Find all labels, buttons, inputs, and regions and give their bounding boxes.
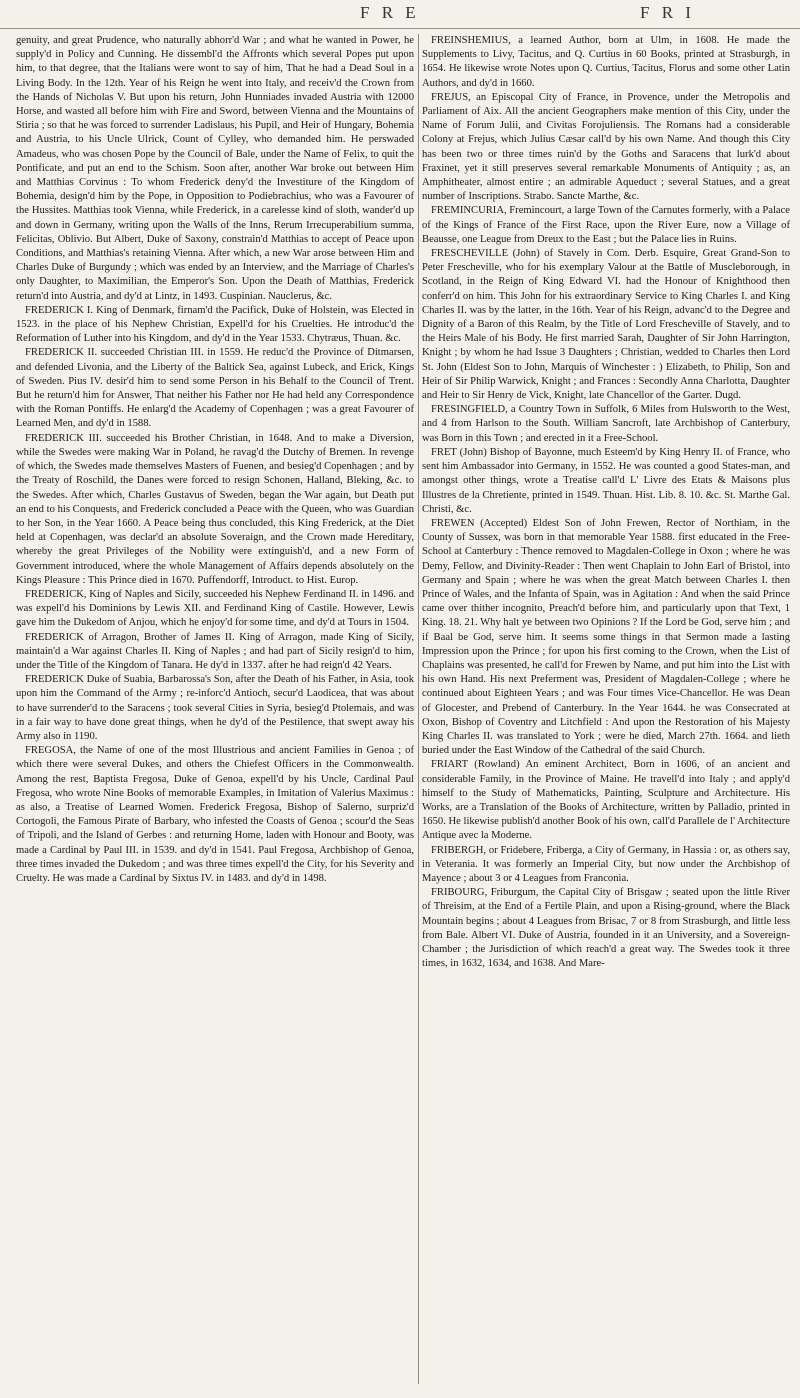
- entry-frewen: FREWEN (Accepted) Eldest Son of John Frewen, Rector of Northiam, in the County of Sussex, was born in that memorable Year 1588. first educated in the Free-School at Canterbury : Thence removed to Magdalen-College in Oxon ; where he was Demy, Fellow, and Divinity-Reader : Then went Chaplain to John Earl of Bristol, into Germany and Spain ; where he was when the great Match between Charles I. then Prince of Wales, and the Infanta of Spain, was in Agitation : And when the said Prince came over thither incognito, Preach'd before him, and particularly upon that Text, 1 King. 18. 21. Why halt ye between two Opinions ? If the Lord be God, serve him ; and if Baal be God, serve him. It seems some things in that Sermon made a lasting Impression upon the Prince ; for upon his first coming to the Crown, when the List of Chaplains was presented, he call'd for Frewen by Name, and put him into the List with his own Hand. His next Preferment was, President of Magdalen-College ; where he continued about Eighteen Years ; and was Four times Vice-Chancellor. He was Dean of Glocester, and Prebend of Canterbury. In the Year 1644. he was Consecrated at Oxon, Bishop of Coventry and Litchfield : And upon the Restoration of his Majesty King Charles II. was translated to York ; were he died, March 27th. 1664. and lieth buried under the East Window of the Cathedral of the said Church.: [422, 517, 790, 757]
- left-column: [16, 34, 414, 1386]
- entry-frederick-iii-denmark: FREDERICK III. succeeded his Brother Christian, in 1648. And to make a Diversion, while the Swedes were making War in Poland, he ravag'd the Dutchy of Bremen. In revenge of which, the Swedes made themselves Masters of Fuenen, and besieg'd Copenhagen ; and by the Treaty of Roschild, the Danes were forced to resign Schonen, Halland, Bleking, &c. to the Swedes. After which, Charles Gustavus of Sweden, began the War again, but Death put an end to his Conquests, and Frederick concluded a Peace with the Queen, who was Guardian to her Son, in the Year 1660. A Peace being thus concluded, this King Frederick, at the Diet held at Copenhagen, was declar'd an absolute Soveraign, and the Crown made Hereditary, whereby the great Privileges of the Nobility were extinguish'd, and a new Form of Government introduced, where the whole Management of Affairs depends absolutely on the Kings Pleasure : This Prince died in 1670. Puffendorff, Introduct. to Hist. Europ.: [16, 432, 414, 586]
- entry-freinshemius: FREINSHEMIUS, a learned Author, born at Ulm, in 1608. He made the Supplements to Livy, Tacitus, and Q. Curtius in 60 Books, printed at Strasburgh, in 1654. He likewise wrote Notes upon Q. Curtius, Tacitus, Florus and some other Latin Authors, and dy'd in 1660.: [422, 35, 790, 89]
- entry-frejus: FREJUS, an Episcopal City of France, in Provence, under the Metropolis and Parliament of Aix. All the ancient Geographers make mention of this City, under the Name of Forum Julii, and Civitas Forojuliensis. The Romans had a considerable Colony at Frejus, which Julius Cæsar call'd by his own Name. And though this City has been two or three times ruin'd by the Goths and Saracens that lurk'd about Fraxinet, yet it still preserves several remarkable Monuments of Antiquity ; as, an Amphitheater, almost entire ; an admirable Aqueduct ; several Statues, and a great number of Inscriptions. Strabo. Sancte Marthe, &c.: [422, 91, 790, 203]
- text-columns: [0, 34, 800, 1386]
- entry-fret: FRET (John) Bishop of Bayonne, much Esteem'd by King Henry II. of France, who sent him Ambassador into Germany, in 1552. He was counted a good States-man, and amongst other things, wrote a Treatise call'd L' Livre des Etats & Maisons plus Illustres de la Chretiente, printed in 1549. Thuan. Hist. Lib. 8. 10. &c. St. Marthe Gal. Christi, &c.: [422, 446, 790, 515]
- entry-frederick-suabia: FREDERICK Duke of Suabia, Barbarossa's Son, after the Death of his Father, in Asia, took upon him the Command of the Army ; re-inforc'd Antioch, secur'd Laodicea, that was about to have surrender'd to the Saracens ; took several Cities in Syria, besieg'd Ptolemais, and was in a fair way to have done great things, when he dy'd of the Pestilence, that swept away his Army also in 1190.: [16, 674, 414, 742]
- header-left-guideword: F R E: [360, 3, 420, 22]
- entry-fregosa: FREGOSA, the Name of one of the most Illustrious and ancient Families in Genoa ; of which there were several Dukes, and others the Chiefest Officers in the Commonwealth. Among the rest, Baptista Fregosa, Duke of Genoa, expell'd by his Uncle, Cardinal Paul Fregosa, who wrote Nine Books of memorable Examples, in Imitation of Valerius Maximus : as also, a Treatise of Learned Women. Frederick Fregosa, Bishop of Salerno, surpriz'd Cortogoli, the Famous Pirate of Barbary, who infested the Coasts of Genoa ; scour'd the Seas of Tripoli, and the Island of Gerbes : and returning Home, laden with Honour and Booty, was made a Cardinal by Paul III. in 1539. and dy'd in 1541. Paul Fregosa, Archbishop of Genoa, three times invaded the Dukedom ; and was three times expell'd the City, for his Severity and Cruelty. He was made a Cardinal by Sixtus IV. in 1483. and dy'd in 1498.: [16, 745, 414, 884]
- header-right-guideword: F R I: [640, 3, 695, 22]
- entry-frederick-naples: FREDERICK, King of Naples and Sicily, succeeded his Nephew Ferdinand II. in 1496. and was expell'd his Dominions by Lewis XII. and Ferdinand King of Castile. However, Lewis gave him the Dukedom of Anjou, which he enjoy'd for some time, and dy'd at Tours in 1504.: [16, 588, 414, 629]
- entry-frederick-arragon: FREDERICK of Arragon, Brother of James II. King of Arragon, made King of Sicily, maintain'd a War against Charles II. King of Naples ; and had part of Sicily resign'd to him, under the Title of the Kingdom of Tanara. He dy'd in 1337. after he had reign'd 42 Years.: [16, 631, 414, 671]
- entry-frederick-i-denmark: FREDERICK I. King of Denmark, firnam'd the Pacifick, Duke of Holstein, was Elected in 1523. in the place of his Nephew Christian, Expell'd for his Cruelties. He introduc'd the Reformation of Luther into his Kingdom, and dy'd in the Year 1533. Chytræus, Thuan. &c.: [16, 304, 414, 345]
- entry-fresingfield: FRESINGFIELD, a Country Town in Suffolk, 6 Miles from Hulsworth to the West, and 4 from Harlson to the South. William Sancroft, late Archbishop of Canterbury, was Born in this Town ; and erected in it a Free-School.: [422, 404, 790, 444]
- entry-friart: FRIART (Rowland) An eminent Architect, Born in 1606, of an ancient and considerable Family, in the Province of Maine. He travell'd into Italy ; and apply'd himself to the Study of Mathematicks, Painting, Sculpture and Architecture. His Works, are a Translation of the Books of Architecture, written by Palladio, printed in 1650. He likewise publish'd another Book of his own, call'd Parallele de l' Architecture Antique avec la Moderne.: [422, 759, 790, 842]
- right-column: [422, 34, 790, 1386]
- entry-fribourg: FRIBOURG, Friburgum, the Capital City of Brisgaw ; seated upon the little River of Threisim, at the End of a Fertile Plain, and upon a Rising-ground, where the Black Mountain begins ; about 4 Leagues from Brisac, 7 or 8 from Strasburgh, and little less from Bale. Albert VI. Duke of Austria, founded in it an University, and a Sovereign-Chamber ; the Jurisdiction of which reach'd a great way. The Swedes took it three times, in 1632, 1634, and 1638. And Mare-: [422, 887, 790, 970]
- entry-frederick-emperor-continued: genuity, and great Prudence, who naturally abhorr'd War ; and what he wanted in Power, he supply'd in Policy and Cunning. He dissembl'd the Affronts which several Popes put upon him, to that degree, that the Italians were wont to say of him, That he had a Dead Soul in a Living Body. In the 12th. Year of his Reign he went into Italy, and receiv'd the Crown from the Hands of Nicholas V. But upon his return, John Hunniades invaded Austria with 12000 Horse, and wasted all before him with Fire and Sword, between Vienna and the Mountains of Stiria ; so that he was forced to surrender Ladislaus, his Pupil, and Heir of Hungary, Bohemia and Austria, to his Uncle Ulrick, Count of Cylley, who demanded him. He perswaded Amadeus, who was chosen Pope by the Council of Bale, under the Name of Felix, to quit the Pontificate, and put an end to the Schism. Soon after, another War broke out between Him and Matthias Corvinus : To whom Frederick deny'd the Investiture of the Kingdom of Bohemia, design'd him by the Pope, in Opposition to Podiebrachius, who was a Favourer of the Hussites. Matthias took Vienna, while Frederick, in a carelesse kind of sloth, wander'd up and down in Germany, writing upon the Walls of the Inns, Rerum Irrecuperabilium summa, Felicitas, Oblivio. But Albert, Duke of Saxony, constrain'd Matthias to accept of Peace upon Conditions, and Matthias's retaining Vienna. After which, a new War arose between Him and Charles Duke of Burgundy ; which was ended by an Interview, and the Marriage of Charles's only Daughter, to Maximilian, the Emperor's Son. Upon the Death of Matthias, Frederick return'd into Austria, and dy'd at Lintz, in 1493. Cuspinian. Nauclerus, &c.: [16, 35, 414, 302]
- entry-fremincuria: FREMINCURIA, Fremincourt, a large Town of the Carnutes formerly, with a Palace of the Kings of France of the First Race, upon the River Eure, now a Village of Beausse, one League from Dreux to the East ; but the Palace lies in Ruins.: [422, 205, 790, 245]
- entry-frescheville: FRESCHEVILLE (John) of Stavely in Com. Derb. Esquire, Great Grand-Son to Peter Frescheville, who for his exemplary Valour at the Battle of Muscleborough, in Scotland, in the Reign of King Edward VI. had the Honour of Knighthood then conferr'd on him. This John for his extraordinary Service to King Charles I. and King Charles II. was by the latter, in the 16th. Year of his Reign, advanc'd to the Degree and Dignity of a Baron of this Realm, by the Title of Lord Frescheville of Stavely, and to the Heirs Male of his Body. He first married Sarah, Daughter of Sir John Harrington, Knight ; by whom he had Issue 3 Daughters ; Christian, wedded to Charles then Lord St. John (Eldest Son to John, Marquis of Winchester : ) Elizabeth, to Philip, Son and Heir of Sir Philip Warwick, Knight ; and Frances : Secondly Anna Charlotta, Daughter and Heir to Sir Henry de Vick, Knight, late Chancellor of the Garter. Dugd.: [422, 248, 790, 402]
- entry-fribergh: FRIBERGH, or Fridebere, Friberga, a City of Germany, in Hassia : or, as others say, in Veterania. It was formerly an Imperial City, but now under the Archbishop of Mayence ; about 3 or 4 Leagues from Franconia.: [422, 844, 790, 884]
- entry-frederick-ii-denmark: FREDERICK II. succeeded Christian III. in 1559. He reduc'd the Province of Ditmarsen, and defended Livonia, and the Liberty of the Baltick Sea, against Lubeck, and Erick, Kings of Sweden. Pius IV. desir'd him to send some Person in his Behalf to the Council of Trent. But he return'd him for Answer, That neither his Father nor He had held any Correspondence with the Roman Pontiffs. He enlarg'd the Academy of Copenhagen ; was a great Favourer of Learned Men, and dy'd in 1588.: [16, 347, 414, 430]
- running-header: [0, 0, 800, 29]
